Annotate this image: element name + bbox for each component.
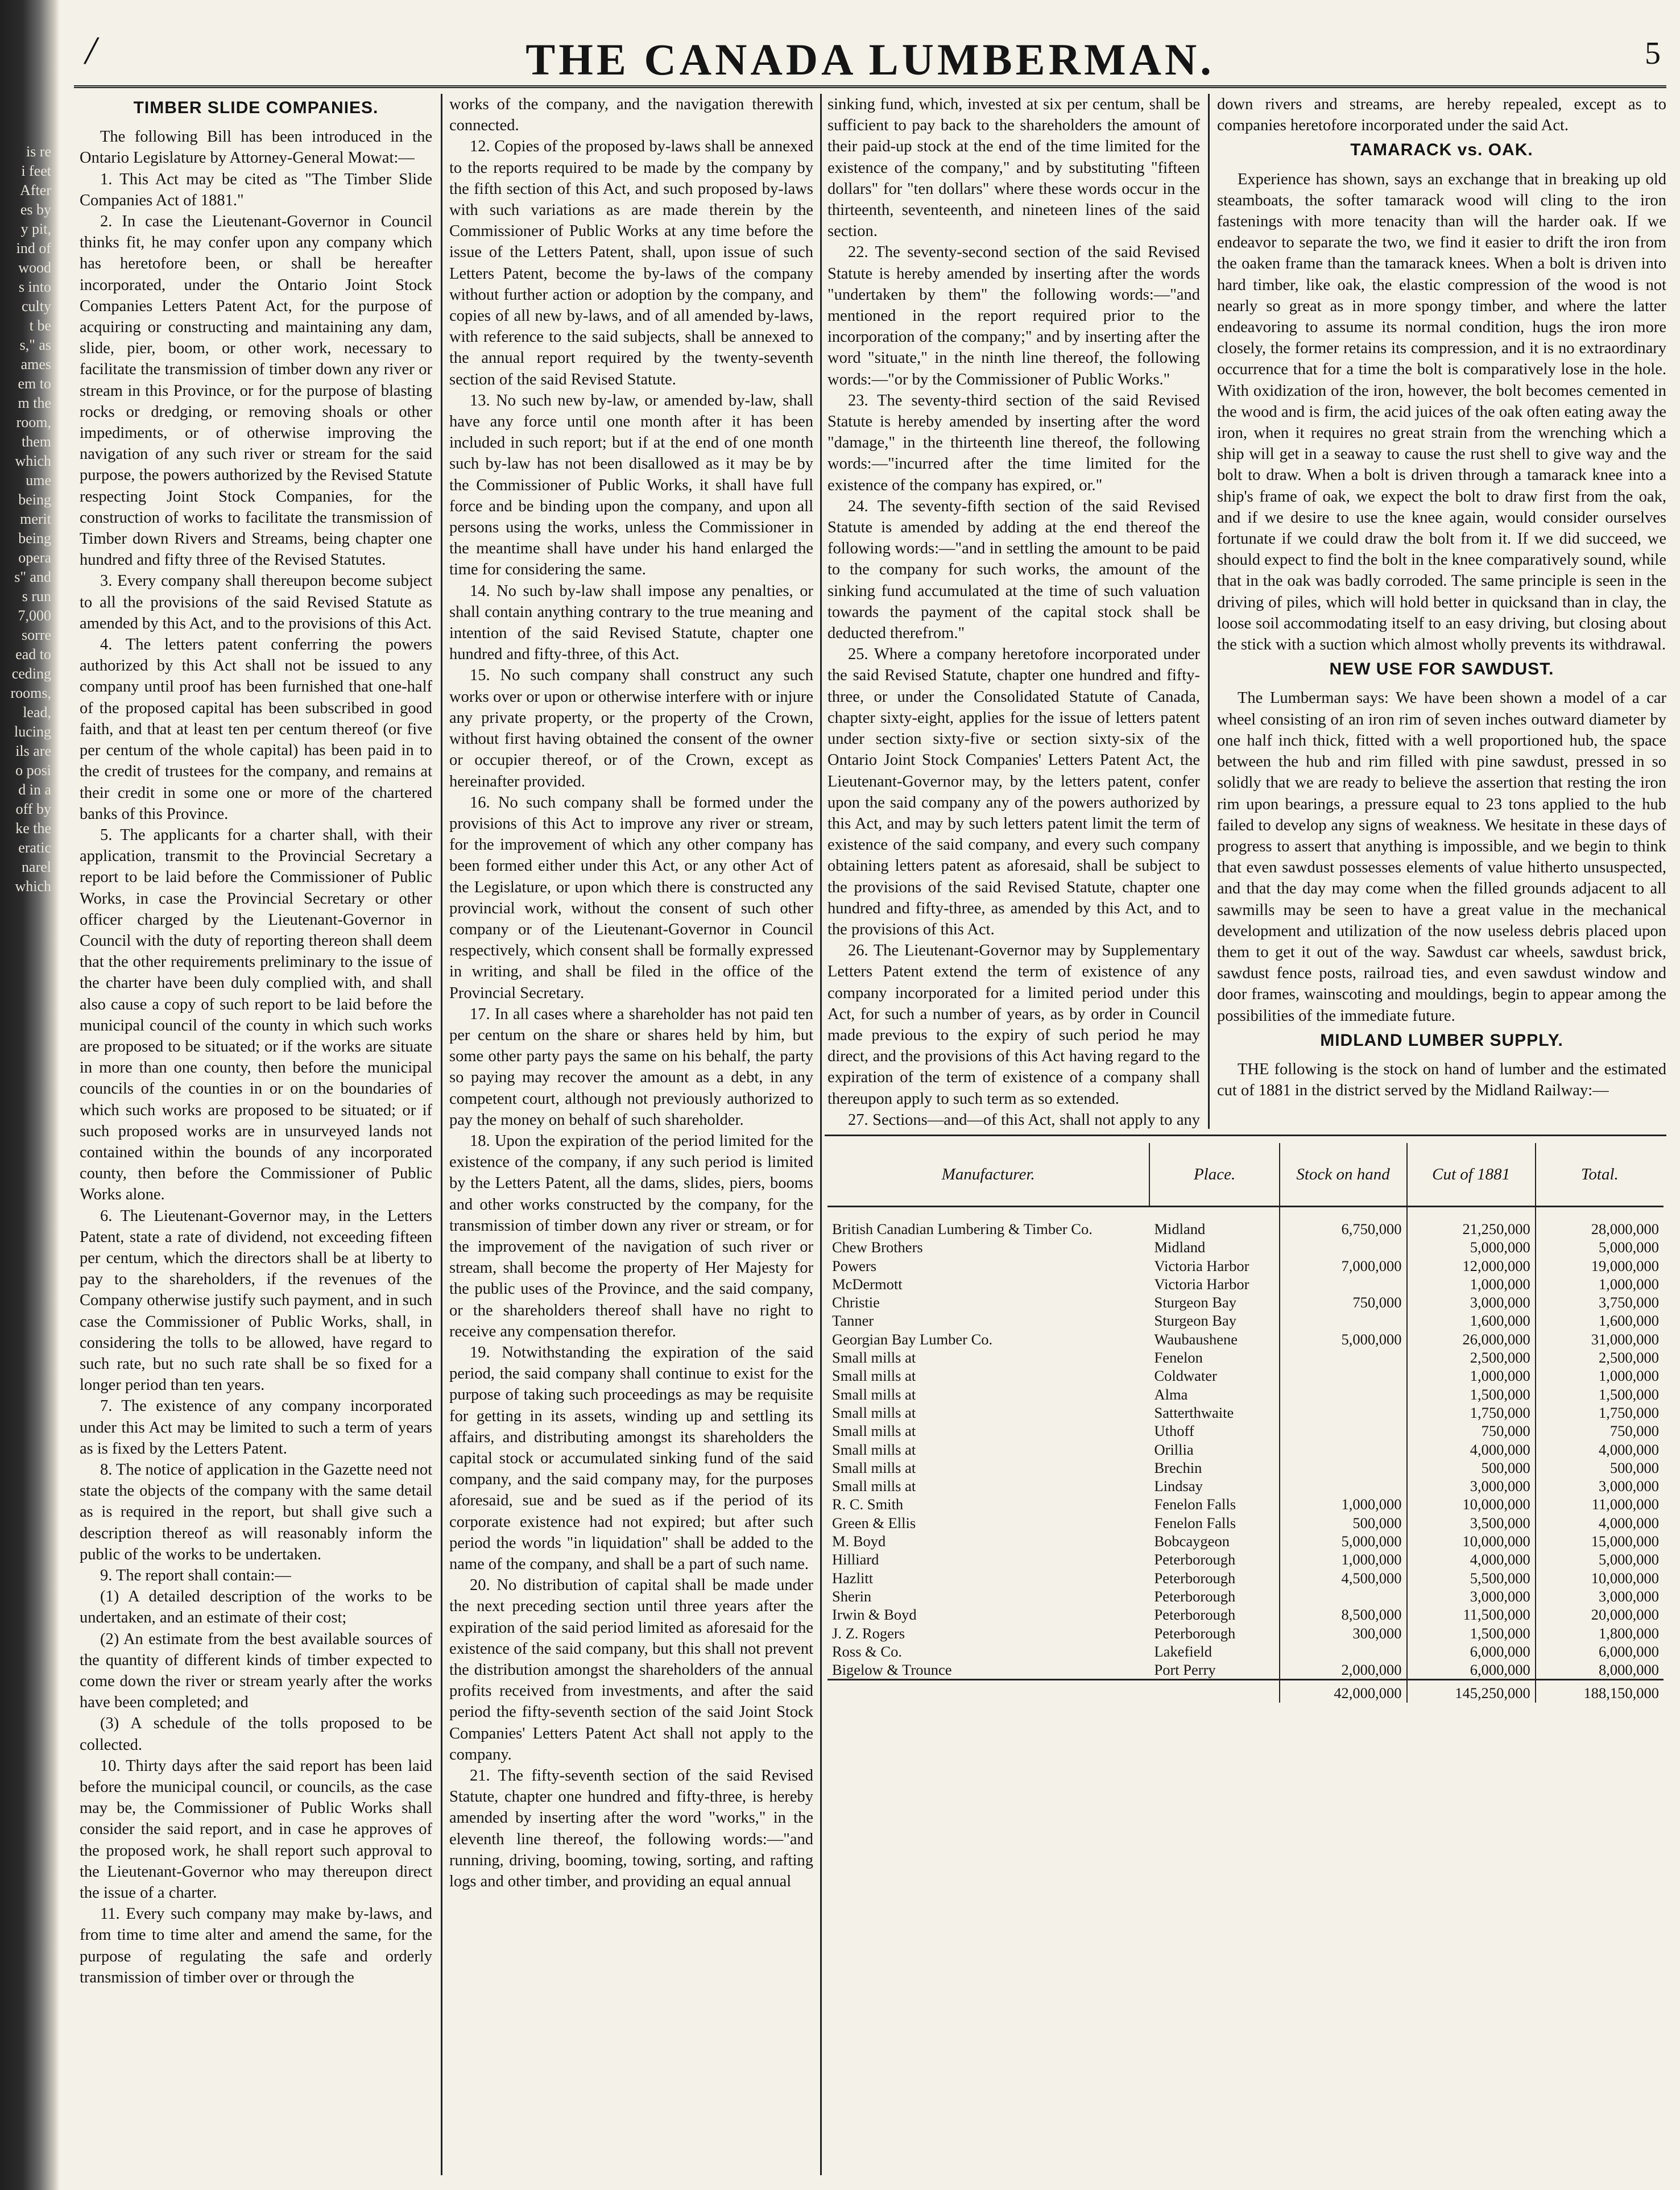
total-cut: 145,250,000 <box>1407 1680 1536 1703</box>
paragraph: 2. In case the Lieutenant-Governor in Council thinks fit, he may confer upon any company which has heretofore been, or shall be hereafter incorporated, under the Ontario Joint Stock Companies Letters Patent Act, for the purpose of acquiring or constructing and maintaining any dam, slide, pier, boom, or other work, necessary to facilitate the transmission of timber down any river or stream in this Province, or for the purpose of blasting rocks or dredging, or removing shoals or other impediments, or of otherwise improving the navigation of any such river or stream for the said purpose, the powers authorized by the Revised Statute respecting Joint Stock Companies, for the construction of works to facilitate the transmission of Timber down Rivers and Streams, being chapter one hundred and fifty three of the Revised Statutes. <box>80 213 432 569</box>
cell-manufacturer: Hilliard <box>832 1551 879 1568</box>
edge-fragment: s into <box>18 279 51 295</box>
table-row <box>827 1238 1664 1256</box>
cell-place: Brechin <box>1154 1459 1202 1476</box>
paragraph: 9. The report shall contain:— <box>100 1567 291 1585</box>
header-stock: Stock on hand <box>1280 1143 1407 1207</box>
cell-total: 31,000,000 <box>1536 1330 1664 1348</box>
article-heading: TAMARACK vs. OAK. <box>1350 140 1533 160</box>
cell-total: 10,000,000 <box>1536 1569 1664 1587</box>
cell-cut: 10,000,000 <box>1407 1495 1536 1513</box>
paragraph: 22. The seventy-second section of the said Revised Statute is hereby amended by inserting after the words "undertaken by them" the following words:—"and mentioned in the report required prior to the incorporation of the company;" and by inserting after the word "situate," in the ninth line thereof, the following words:—"or by the Commissioner of Public Works." <box>827 243 1200 388</box>
edge-fragment: y pit, <box>20 221 51 237</box>
cell-cut: 11,500,000 <box>1407 1605 1536 1624</box>
edge-fragment: rooms, <box>10 685 51 701</box>
cell-total: 1,500,000 <box>1536 1385 1664 1404</box>
cell-manufacturer: J. Z. Rogers <box>832 1624 905 1642</box>
table-row <box>827 1440 1664 1459</box>
cell-stock <box>1280 1385 1407 1404</box>
cell-cut: 6,000,000 <box>1407 1642 1536 1661</box>
cell-cut: 500,000 <box>1407 1459 1536 1477</box>
paragraph: 19. Notwithstanding the expiration of the said period, the said company shall continue to exist for the purpose of taking such proceedings as may be requisite for getting in its assets, winding up and settling its affairs, and distributing amongst its shareholders the capital stock or accumulated sinking fund of the said company, and the said company may, for the purposes aforesaid, sue and be sued as if the period of its corporate existence had not expired; but after such period the words "in liquidation" shall be added to the name of the company, and shall be a part of such name. <box>449 1343 813 1574</box>
paragraph: THE following is the stock on hand of lumber and the estimated cut of 1881 in the district served by the Midland Railway:— <box>1217 1060 1666 1100</box>
cell-place: Midland <box>1154 1239 1206 1256</box>
column-1 <box>80 94 432 2175</box>
edge-fragment: wood <box>18 259 51 276</box>
column-rule <box>441 94 442 2175</box>
table-row <box>827 1642 1664 1661</box>
column-2 <box>449 94 813 2175</box>
column-rule <box>1208 94 1210 1129</box>
edge-fragment: s" and <box>14 569 51 585</box>
cell-total: 6,000,000 <box>1536 1642 1664 1661</box>
handwritten-mark: / <box>85 29 97 73</box>
cell-stock <box>1280 1477 1407 1495</box>
table-header-row <box>827 1143 1664 1207</box>
cell-place: Uthoff <box>1154 1422 1194 1440</box>
cell-manufacturer: Small mills at <box>832 1367 916 1385</box>
edge-fragment: es by <box>20 201 51 218</box>
edge-fragment: s," as <box>19 337 51 353</box>
edge-fragment: ke the <box>15 820 51 837</box>
cell-manufacturer: Small mills at <box>832 1404 916 1421</box>
paragraph: 24. The seventy-fifth section of the said Revised Statute is amended by adding at the end thereof the following words:—"and in settling the amount to be paid to the company for such works, the amount of the sinking fund accumulated at the time of such valuation towards the payment of the capital stock shall be deducted therefrom." <box>827 497 1200 643</box>
edge-fragment: ceding <box>11 665 51 682</box>
cell-stock: 7,000,000 <box>1280 1257 1407 1275</box>
cell-place: Bobcaygeon <box>1154 1533 1230 1550</box>
paragraph: 20. No distribution of capital shall be made under the next preceding section until three years after the expiration of the said period limited as aforesaid for the existence of the said company, but this shall not prevent the distribution amongst the shareholders of the annual profits received from investments, and after the said period the fifty-seventh section of the said Joint Stock Companies' Letters Patent Act shall not apply to the company. <box>449 1576 813 1763</box>
cell-stock: 500,000 <box>1280 1514 1407 1532</box>
cell-total: 1,000,000 <box>1536 1367 1664 1385</box>
cell-stock: 5,000,000 <box>1280 1330 1407 1348</box>
cell-total: 20,000,000 <box>1536 1605 1664 1624</box>
cell-place: Victoria Harbor <box>1154 1257 1249 1274</box>
cell-total: 3,000,000 <box>1536 1477 1664 1495</box>
cell-manufacturer: Sherin <box>832 1587 872 1605</box>
cell-cut: 1,600,000 <box>1407 1311 1536 1330</box>
paragraph: (1) A detailed description of the works to be undertaken, and an estimate of their cost; <box>80 1588 432 1627</box>
cell-stock <box>1280 1275 1407 1293</box>
cell-total: 5,000,000 <box>1536 1238 1664 1256</box>
edge-fragment: lucing <box>14 723 51 740</box>
column-3 <box>827 94 1200 1129</box>
table-row <box>827 1605 1664 1624</box>
paragraph: The following Bill has been introduced in the Ontario Legislature by Attorney-General Mowat:— <box>80 128 432 167</box>
edge-fragment: ind of <box>16 240 51 256</box>
cell-cut: 750,000 <box>1407 1422 1536 1440</box>
edge-fragment: off by <box>15 801 51 817</box>
cell-place: Midland <box>1154 1220 1206 1237</box>
edge-fragment: After <box>20 182 51 198</box>
cell-cut: 2,500,000 <box>1407 1348 1536 1367</box>
table-row <box>827 1569 1664 1587</box>
table-row <box>827 1207 1664 1239</box>
cell-manufacturer: Ross & Co. <box>832 1642 902 1660</box>
cell-cut: 1,000,000 <box>1407 1275 1536 1293</box>
header-total: Total. <box>1536 1143 1664 1207</box>
cell-place: Fenelon <box>1154 1349 1203 1367</box>
table-top-rule <box>825 1135 1666 1136</box>
cell-total: 28,000,000 <box>1536 1207 1664 1239</box>
cell-total: 5,000,000 <box>1536 1550 1664 1568</box>
cell-stock: 1,000,000 <box>1280 1550 1407 1568</box>
cell-cut: 3,000,000 <box>1407 1587 1536 1605</box>
cell-cut: 5,000,000 <box>1407 1238 1536 1256</box>
cell-cut: 3,000,000 <box>1407 1477 1536 1495</box>
page-number: 5 <box>1645 36 1661 71</box>
cell-stock: 300,000 <box>1280 1624 1407 1642</box>
cell-place: Peterborough <box>1154 1569 1236 1587</box>
cell-place: Orillia <box>1154 1440 1194 1458</box>
table-row <box>827 1404 1664 1422</box>
cell-stock <box>1280 1642 1407 1661</box>
edge-fragment: eratic <box>18 839 51 856</box>
cell-cut: 1,500,000 <box>1407 1385 1536 1404</box>
cell-stock: 5,000,000 <box>1280 1532 1407 1550</box>
cell-manufacturer: Tanner <box>832 1312 874 1330</box>
cell-stock: 4,500,000 <box>1280 1569 1407 1587</box>
grand-total: 188,150,000 <box>1536 1680 1664 1703</box>
cell-total: 500,000 <box>1536 1459 1664 1477</box>
cell-total: 3,000,000 <box>1536 1587 1664 1605</box>
cell-stock: 750,000 <box>1280 1293 1407 1311</box>
cell-manufacturer: M. Boyd <box>832 1533 886 1550</box>
article-heading: MIDLAND LUMBER SUPPLY. <box>1320 1030 1563 1050</box>
cell-place: Alma <box>1154 1385 1188 1403</box>
column-rule <box>820 94 822 2175</box>
edge-fragment: narel <box>22 859 51 875</box>
cell-stock <box>1280 1459 1407 1477</box>
edge-fragment: merit <box>20 511 51 527</box>
cell-manufacturer: R. C. Smith <box>832 1496 904 1513</box>
paragraph: sinking fund, which, invested at six per centum, shall be sufficient to pay back to the shareholders the amount of their paid-up stock at the end of the time limited for the existence of the company," and by substituting "fifteen dollars" for "ten dollars" where these words occur in the thirteenth, seventeenth, and nineteen lines of the said section. <box>827 96 1200 241</box>
paragraph: 13. No such new by-law, or amended by-law, shall have any force until one month after it has been included in such report; but if at the end of one month such by-law has not been disallowed as it may be by the Commissioner of Public Works, it shall have full force and be binding upon the company, and upon all persons using the works, unless the Commissioner in the meantime shall have under his hand enlarged the time for considering the same. <box>449 391 813 579</box>
cell-place: Fenelon Falls <box>1154 1514 1236 1531</box>
cell-stock <box>1280 1422 1407 1440</box>
paragraph: 4. The letters patent conferring the powers authorized by this Act shall not be issued to any company until proof has been furnished that one-half of the proposed capital has been subscribed in good faith, and that at least ten per centum thereof (or five per centum of the whole capital) has been paid in to the credit of trustees for the company, and remains at their credit in some one or more of the chartered banks of this Province. <box>80 636 432 823</box>
edge-fragment: is re <box>26 143 51 160</box>
edge-fragment: opera <box>18 549 51 566</box>
edge-text-fragments <box>0 142 51 896</box>
paragraph: 23. The seventy-third section of the said Revised Statute is hereby amended by inserting after the word "damage," in the thirteenth line thereof, the following words:—"incurred after the time limited for the existence of the company has expired, or." <box>827 391 1200 494</box>
cell-place: Waubaushene <box>1154 1330 1238 1348</box>
cell-manufacturer: Powers <box>832 1257 877 1274</box>
article-heading: TIMBER SLIDE COMPANIES. <box>133 98 379 117</box>
cell-place: Port Perry <box>1154 1661 1216 1679</box>
cell-total: 1,800,000 <box>1536 1624 1664 1642</box>
cell-place: Fenelon Falls <box>1154 1496 1236 1513</box>
table-row <box>827 1385 1664 1404</box>
edge-fragment: 7,000 <box>18 607 51 624</box>
table-row <box>827 1348 1664 1367</box>
totals-spacer <box>1149 1680 1279 1703</box>
cell-manufacturer: Small mills at <box>832 1477 916 1495</box>
edge-fragment: culty <box>22 298 51 314</box>
cell-cut: 4,000,000 <box>1407 1550 1536 1568</box>
edge-fragment: t be <box>29 317 51 334</box>
paragraph: 15. No such company shall construct any such works over or upon or otherwise interfere with or injure any private property, or the property of the Crown, without first having obtained the consent of the owner or occupier thereof, or of the Crown, except as hereinafter provided. <box>449 666 813 790</box>
cell-cut: 5,500,000 <box>1407 1569 1536 1587</box>
cell-stock <box>1280 1238 1407 1256</box>
table-row <box>827 1330 1664 1348</box>
cell-stock: 6,750,000 <box>1280 1207 1407 1239</box>
cell-manufacturer: McDermott <box>832 1275 903 1293</box>
column-4 <box>1217 94 1666 1129</box>
cell-total: 750,000 <box>1536 1422 1664 1440</box>
table-row <box>827 1532 1664 1550</box>
cell-manufacturer: Chew Brothers <box>832 1239 923 1256</box>
cell-manufacturer: Small mills at <box>832 1385 916 1403</box>
masthead <box>74 23 1666 88</box>
paragraph: The Lumberman says: We have been shown a model of a car wheel consisting of an iron rim of seven inches outward diameter by one half inch thick, fitted with a well proportioned hub, the space between the hub and rim filled with pine sawdust, pressed in so solidly that we are ready to believe the assertion that resting the iron rim upon bearings, a pressure equal to 23 tons applied to the hub failed to develop any signs of weakness. We hesitate in these days of progress to assert that anything is impossible, and we begin to think that even sawdust possesses elements of value hitherto unsuspected, and that the day may come when the filled grounds adjacent to all sawmills may be seen to have a great value in the mechanical development and utilization of the now useless debris placed upon them to get it out of the way. Sawdust car wheels, sawdust brick, sawdust fence posts, railroad ties, and even sawdust window and door frames, wainscoting and mouldings, begin to appear among the possibilities of the immediate future. <box>1217 689 1666 1025</box>
cell-cut: 4,000,000 <box>1407 1440 1536 1459</box>
edge-fragment: room, <box>16 414 51 430</box>
paragraph: 3. Every company shall thereupon become subject to all the provisions of the said Revised Statute as amended by this Act, and to the provisions of this Act. <box>80 572 432 632</box>
edge-fragment: s run <box>22 588 51 605</box>
cell-cut: 1,750,000 <box>1407 1404 1536 1422</box>
table-row <box>827 1311 1664 1330</box>
paragraph: works of the company, and the navigation therewith connected. <box>449 96 813 135</box>
cell-stock <box>1280 1587 1407 1605</box>
edge-fragment: ume <box>26 472 51 488</box>
paragraph: (3) A schedule of the tolls proposed to be collected. <box>80 1715 432 1754</box>
cell-total: 3,750,000 <box>1536 1293 1664 1311</box>
header-manufacturer: Manufacturer. <box>827 1143 1149 1207</box>
paragraph: 8. The notice of application in the Gazette need not state the objects of the company with the same detail as is required in the report, but shall give such a description thereof as will reasonably inform the public of the works to be undertaken. <box>80 1461 432 1563</box>
cell-manufacturer: Green & Ellis <box>832 1514 916 1531</box>
cell-place: Peterborough <box>1154 1551 1236 1568</box>
cell-place: Lakefield <box>1154 1642 1213 1660</box>
cell-manufacturer: British Canadian Lumbering & Timber Co. <box>832 1220 1093 1237</box>
paragraph: 18. Upon the expiration of the period limited for the existence of the company, if any such period is limited by the Letters Patent, all the dams, slides, piers, booms and other works constructed by the company, for the transmission of timber down any river or stream, or for the improvement of the navigation of such river or stream, shall become the property of Her Majesty for the public uses of the Province, and the said company, or the shareholders thereof shall have no right to receive any compensation therefor. <box>449 1132 813 1340</box>
cell-manufacturer: Bigelow & Trounce <box>832 1661 952 1679</box>
cell-stock <box>1280 1348 1407 1367</box>
totals-spacer <box>827 1680 1149 1703</box>
paragraph: 25. Where a company heretofore incorporated under the said Revised Statute, chapter one hundred and fifty-three, or under the Consolidated Statute of Canada, chapter sixty-eight, applies for the issue of letters patent under section sixty-five or section sixty-six of the Ontario Joint Stock Companies' Letters Patent Act, the Lieutenant-Governor may, by the letters patent, confer upon the said company any of the powers authorized by this Act, and may by such letters patent limit the term of existence of the said company, and every such company obtaining letters patent as aforesaid, shall be subject to the provisions of the said Revised Statute, chapter one hundred and fifty-three, as amended by this Act, and to the provisions of this Act. <box>827 645 1200 938</box>
edge-fragment: sorre <box>22 627 51 643</box>
cell-total: 11,000,000 <box>1536 1495 1664 1513</box>
edge-fragment: em to <box>18 375 51 392</box>
cell-cut: 26,000,000 <box>1407 1330 1536 1348</box>
paragraph: 21. The fifty-seventh section of the said Revised Statute, chapter one hundred and fifty-three, is hereby amended by inserting after the word "works," in the eleventh line thereof, the following words:—"and running, driving, booming, towing, sorting, and rafting logs and other timber, and providing an equal annual <box>449 1767 813 1891</box>
cell-cut: 10,000,000 <box>1407 1532 1536 1550</box>
cell-manufacturer: Small mills at <box>832 1440 916 1458</box>
cell-total: 19,000,000 <box>1536 1257 1664 1275</box>
cell-place: Sturgeon Bay <box>1154 1312 1237 1330</box>
edge-fragment: ils are <box>15 743 51 759</box>
cell-cut: 6,000,000 <box>1407 1661 1536 1680</box>
table-row <box>827 1367 1664 1385</box>
paragraph: 11. Every such company may make by-laws, and from time to time alter and amend the same, for the purpose of regulating the safe and orderly transmission of timber over or through the <box>80 1905 432 1986</box>
cell-cut: 3,000,000 <box>1407 1293 1536 1311</box>
cell-place: Peterborough <box>1154 1587 1236 1605</box>
edge-fragment: being <box>18 530 51 547</box>
cell-total: 2,500,000 <box>1536 1348 1664 1367</box>
paragraph: 27. Sections—and—of this Act, shall not apply to any <box>848 1111 1200 1129</box>
cell-place: Victoria Harbor <box>1154 1275 1249 1293</box>
table-row <box>827 1293 1664 1311</box>
paragraph: 12. Copies of the proposed by-laws shall be annexed to the reports required to be made by the company by the fifth section of this Act, and such proposed by-laws with such variations as are made therein by the Commissioner of Public Works at any time before the issue of the Letters Patent, shall, upon issue of such Letters Patent, become the by-laws of the company without further action or adoption by the company, and copies of all new by-laws, and of all amended by-laws, with reference to the said subjects, shall be annexed to the annual report required by the twenty-seventh section of the said Revised Statute. <box>449 138 813 388</box>
lumber-supply-table <box>827 1143 1664 1703</box>
newspaper-title: THE CANADA LUMBERMAN. <box>525 35 1215 84</box>
edge-fragment: being <box>18 491 51 508</box>
cell-cut: 1,500,000 <box>1407 1624 1536 1642</box>
edge-fragment: d in a <box>18 781 51 798</box>
table-totals-row <box>827 1680 1664 1703</box>
table-row <box>827 1514 1664 1532</box>
paragraph: 1. This Act may be cited as "The Timber Slide Companies Act of 1881." <box>80 170 432 209</box>
paragraph: down rivers and streams, are hereby repealed, except as to companies heretofore incorporated under the said Act. <box>1217 96 1666 135</box>
edge-fragment: them <box>22 433 51 450</box>
total-stock: 42,000,000 <box>1280 1680 1407 1703</box>
table-row <box>827 1587 1664 1605</box>
cell-cut: 3,500,000 <box>1407 1514 1536 1532</box>
edge-fragment: m the <box>18 395 51 411</box>
table-row <box>827 1495 1664 1513</box>
cell-manufacturer: Georgian Bay Lumber Co. <box>832 1330 993 1348</box>
paragraph: 14. No such by-law shall impose any penalties, or shall contain anything contrary to the true meaning and intention of the said Revised Statute, chapter one hundred and fifty-three, of this Act. <box>449 582 813 664</box>
table-row <box>827 1275 1664 1293</box>
paragraph: 5. The applicants for a charter shall, with their application, transmit to the Provincial Secretary a report to be laid before the Commissioner of Public Works, in case the Provincial Secretary or other officer charged by the Lieutenant-Governor in Council with the duty of reporting thereon shall deem that the other requirements preliminary to the issue of the charter have been duly complied with, and shall also cause a copy of such report to be laid before the municipal council of the county in which such works are proposed to be situated; or if the works are situate in more than one county, then before the municipal councils of the counties in or on the boundaries of which such works are proposed to be situated; or if such proposed works are in unsurveyed lands not contained within the bounds of any incorporated county, then before the Commissioner of Public Works alone. <box>80 826 432 1204</box>
paragraph: 17. In all cases where a shareholder has not paid ten per centum on the share or shares held by him, but some other party pays the same on his behalf, the party so paying may recover the amount as a debt, in any competent court, although not previously authorized to pay the money on behalf of such shareholder. <box>449 1005 813 1129</box>
cell-stock <box>1280 1367 1407 1385</box>
table-body <box>827 1207 1664 1680</box>
paragraph: 6. The Lieutenant-Governor may, in the Letters Patent, state a rate of dividend, not exceeding fifteen per centum, which the directors shall be at liberty to pay to the shareholders, if the revenues of the Company otherwise justify such payment, and in such case the Commissioner of Public Works, shall, in considering the tolls to be allowed, have regard to such rate, but no such rate shall be so fixed for a longer period than ten years. <box>80 1207 432 1394</box>
cell-total: 8,000,000 <box>1536 1661 1664 1680</box>
cell-cut: 12,000,000 <box>1407 1257 1536 1275</box>
paragraph: 10. Thirty days after the said report has been laid before the municipal council, or councils, as the case may be, the Commissioner of Public Works shall consider the said report, and in case he approves of the proposed work, he shall report such approval to the Lieutenant-Governor who may thereupon direct the issue of a charter. <box>80 1757 432 1902</box>
cell-stock <box>1280 1404 1407 1422</box>
cell-place: Sturgeon Bay <box>1154 1294 1237 1311</box>
cell-cut: 1,000,000 <box>1407 1367 1536 1385</box>
cell-place: Coldwater <box>1154 1367 1217 1385</box>
cell-stock: 2,000,000 <box>1280 1661 1407 1680</box>
cell-total: 4,000,000 <box>1536 1440 1664 1459</box>
paragraph: (2) An estimate from the best available sources of the quantity of different kinds of timber expected to come down the river or stream yearly after the works have been completed; and <box>80 1630 432 1712</box>
cell-total: 15,000,000 <box>1536 1532 1664 1550</box>
header-place: Place. <box>1149 1143 1279 1207</box>
table-row <box>827 1422 1664 1440</box>
cell-total: 4,000,000 <box>1536 1514 1664 1532</box>
table-row <box>827 1661 1664 1680</box>
cell-stock: 8,500,000 <box>1280 1605 1407 1624</box>
cell-manufacturer: Small mills at <box>832 1459 916 1476</box>
edge-fragment: which <box>15 453 51 469</box>
edge-fragment: ead to <box>15 646 51 663</box>
edge-fragment: i feet <box>21 163 51 179</box>
cell-manufacturer: Irwin & Boyd <box>832 1606 917 1624</box>
cell-place: Peterborough <box>1154 1606 1236 1624</box>
paragraph: 26. The Lieutenant-Governor may by Supplementary Letters Patent extend the term of existence of any company incorporated for a limited period under this Act, for such a number of years, as by order in Council made previous to the expiry of such period he may direct, and the provisions of this Act having regard to the expiration of the term of existence of a company shall thereupon apply to such term as so extended. <box>827 942 1200 1108</box>
table-row <box>827 1550 1664 1568</box>
cell-stock <box>1280 1311 1407 1330</box>
cell-manufacturer: Christie <box>832 1294 880 1311</box>
table-row <box>827 1624 1664 1642</box>
cell-manufacturer: Hazlitt <box>832 1569 874 1587</box>
cell-place: Lindsay <box>1154 1477 1203 1495</box>
edge-fragment: which <box>15 878 51 895</box>
cell-total: 1,600,000 <box>1536 1311 1664 1330</box>
cell-stock <box>1280 1440 1407 1459</box>
cell-manufacturer: Small mills at <box>832 1422 916 1440</box>
cell-place: Satterthwaite <box>1154 1404 1234 1421</box>
edge-fragment: ames <box>20 356 51 372</box>
cell-total: 1,750,000 <box>1536 1404 1664 1422</box>
cell-total: 1,000,000 <box>1536 1275 1664 1293</box>
paragraph: 16. No such company shall be formed under the provisions of this Act to improve any river or stream, for the improvement of which any other company has been formed either under this Act, or any other Act of the Legislature, or upon which there is constructed any provincial work, without the consent of such other company or of the Lieutenant-Governor in Council respectively, which consent shall be formally expressed in writing, and shall be filed in the office of the Provincial Secretary. <box>449 793 813 1002</box>
table-row <box>827 1257 1664 1275</box>
cell-cut: 21,250,000 <box>1407 1207 1536 1239</box>
paragraph: 7. The existence of any company incorporated under this Act may be limited to such a term of years as is fixed by the Letters Patent. <box>80 1397 432 1458</box>
cell-place: Peterborough <box>1154 1624 1236 1642</box>
table-row <box>827 1459 1664 1477</box>
table-row <box>827 1477 1664 1495</box>
edge-fragment: o posi <box>15 762 51 779</box>
header-cut: Cut of 1881 <box>1407 1143 1536 1207</box>
cell-stock: 1,000,000 <box>1280 1495 1407 1513</box>
cell-manufacturer: Small mills at <box>832 1349 916 1367</box>
paragraph: Experience has shown, says an exchange that in breaking up old steamboats, the softer tamarack wood will cling to the iron fastenings with more tenacity than will the harder oak. If we endeavor to separate the two, we find it easier to drift the iron from the oaken frame than the tamarack knees. When a bolt is driven into hard timber, like oak, the elastic compression of the wood is not nearly so great as in more spongy timber, and where the latter endeavoring to assume its normal condition, hugs the iron more closely, the former retains its compression, and it is no extraordinary occurrence that for a time the bolt is comparatively lose in the hole. With oxidization of the iron, however, the bolt becomes cemented in the wood and is firm, the acid juices of the oak often eating away the iron, when it requires no great strain from the wrenching which a ship will get in a seaway to cause the rust shell to give way and the bolt to draw. When a bolt is driven through a tamarack knee into a ship's frame of oak, we expect the bolt to draw first from the oak, and if we desire to use the knee again, would consider ourselves fortunate if we could draw the bolt from it. If we did succeed, we should expect to find the bolt in the knee comparatively sound, while that in the oak was badly corroded. The same principle is seen in the driving of piles, which will hold better in quicksand than in clay, the loose soil accommodating itself to an easy driving, but closing about the stick with a suction which almost wholly prevents its withdrawal. <box>1217 170 1666 654</box>
edge-fragment: lead, <box>23 704 51 721</box>
article-heading: NEW USE FOR SAWDUST. <box>1329 660 1554 679</box>
